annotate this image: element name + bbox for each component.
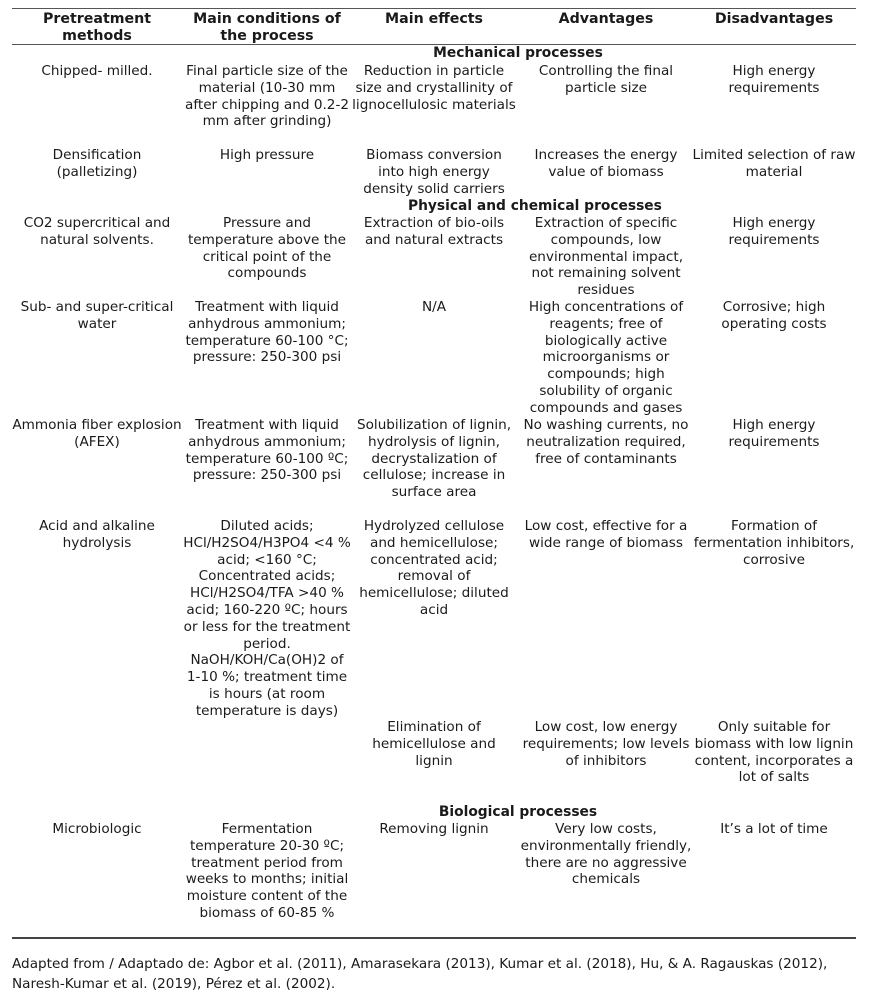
row-3-advantages: High concentrations of reagents; free of biologically active microorganisms or compounds; high solubility of organic compounds and gases bbox=[528, 299, 684, 416]
header-method: Pretreatment methods bbox=[42, 11, 152, 44]
row-4-method: Ammonia fiber explosion (AFEX) bbox=[12, 417, 182, 450]
row-5-conditions: Diluted acids; HCl/H2SO4/H3PO4 <4 % acid; <160 °C; Concentrated acids; HCl/H2SO4/TFA >40 % acid; 160-220 ºC; hours or less for the treatment period. NaOH/KOH/Ca(OH)2 of 1-10 %; treatment time is hours (at room temperature is days) bbox=[183, 518, 351, 719]
row-3-disadvantages: Corrosive; high operating costs bbox=[721, 299, 827, 332]
row-5-effects: Hydrolyzed cellulose and hemicellulose; concentrated acid; removal of hemicellulose; diluted acid bbox=[359, 518, 509, 618]
section-biological: Biological processes bbox=[438, 804, 598, 820]
row-2-advantages: Extraction of specific compounds, low environmental impact, not remaining solvent residues bbox=[528, 215, 684, 299]
header-advantages: Advantages bbox=[558, 11, 654, 27]
row-2-effects: Extraction of bio-oils and natural extracts bbox=[363, 215, 505, 248]
row-7-effects: Removing lignin bbox=[379, 821, 489, 837]
row-0-conditions: Final particle size of the material (10-30 mm after chipping and 0.2-2 mm after grinding) bbox=[184, 63, 349, 130]
row-6-effects: Elimination of hemicellulose and lignin bbox=[372, 719, 496, 769]
row-5-method: Acid and alkaline hydrolysis bbox=[39, 518, 155, 551]
row-7-disadvantages: It’s a lot of time bbox=[720, 821, 828, 837]
header-disadvantages: Disadvantages bbox=[714, 11, 834, 27]
row-1-conditions: High pressure bbox=[219, 147, 315, 163]
row-2-disadvantages: High energy requirements bbox=[728, 215, 820, 248]
row-4-disadvantages: High energy requirements bbox=[728, 417, 820, 450]
row-1-method: Densification (palletizing) bbox=[52, 147, 142, 180]
section-physical-chemical: Physical and chemical processes bbox=[408, 198, 662, 214]
row-6-disadvantages: Only suitable for biomass with low lignin content, incorporates a lot of salts bbox=[694, 719, 854, 786]
row-0-effects: Reduction in particle size and crystallinity of lignocellulosic materials bbox=[352, 63, 516, 113]
table-bottom-rule bbox=[12, 937, 856, 939]
row-7-conditions: Fermentation temperature 20-30 ºC; treatment period from weeks to months; initial moisture content of the biomass of 60-85 % bbox=[185, 821, 349, 921]
row-5-disadvantages: Formation of fermentation inhibitors, corrosive bbox=[693, 518, 855, 568]
row-4-conditions: Treatment with liquid anhydrous ammonium; temperature 60-100 ºC; pressure: 250-300 psi bbox=[185, 417, 349, 484]
table-footnote: Adapted from / Adaptado de: Agbor et al. (2011), Amarasekara (2013), Kumar et al. (2018), Hu, & A. Ragauskas (2012), Naresh-Kumar et al. (2019), Pérez et al. (2002). bbox=[12, 956, 828, 992]
row-2-conditions: Pressure and temperature above the critical point of the compounds bbox=[187, 215, 347, 282]
row-5-advantages: Low cost, effective for a wide range of biomass bbox=[524, 518, 688, 551]
row-4-advantages: No washing currents, no neutralization required, free of contaminants bbox=[523, 417, 689, 467]
row-7-method: Microbiologic bbox=[52, 821, 142, 837]
row-2-method-text: CO2 supercritical and natural solvents. bbox=[23, 215, 171, 248]
row-3-effects: N/A bbox=[421, 299, 447, 315]
section-mechanical: Mechanical processes bbox=[433, 45, 603, 61]
row-3-method: Sub- and super-critical water bbox=[20, 299, 174, 332]
header-effects: Main effects bbox=[385, 11, 483, 27]
row-3-conditions: Treatment with liquid anhydrous ammonium; temperature 60-100 °C; pressure: 250-300 psi bbox=[185, 299, 349, 366]
row-6-advantages: Low cost, low energy requirements; low levels of inhibitors bbox=[522, 719, 690, 769]
row-1-effects: Biomass conversion into high energy density solid carriers bbox=[363, 147, 505, 197]
row-0-advantages: Controlling the final particle size bbox=[538, 63, 674, 96]
header-conditions: Main conditions of the process bbox=[193, 11, 341, 44]
row-2-method bbox=[12, 215, 182, 249]
row-7-advantages: Very low costs, environmentally friendly, there are no aggressive chemicals bbox=[520, 821, 692, 888]
table-top-rule bbox=[12, 8, 856, 9]
row-1-advantages: Increases the energy value of biomass bbox=[534, 147, 678, 180]
row-4-effects: Solubilization of lignin, hydrolysis of lignin, decrystalization of cellulose; increase in surface area bbox=[356, 417, 512, 501]
row-0-method: Chipped- milled. bbox=[41, 63, 153, 79]
row-1-disadvantages: Limited selection of raw material bbox=[692, 147, 856, 180]
row-0-disadvantages: High energy requirements bbox=[728, 63, 820, 96]
